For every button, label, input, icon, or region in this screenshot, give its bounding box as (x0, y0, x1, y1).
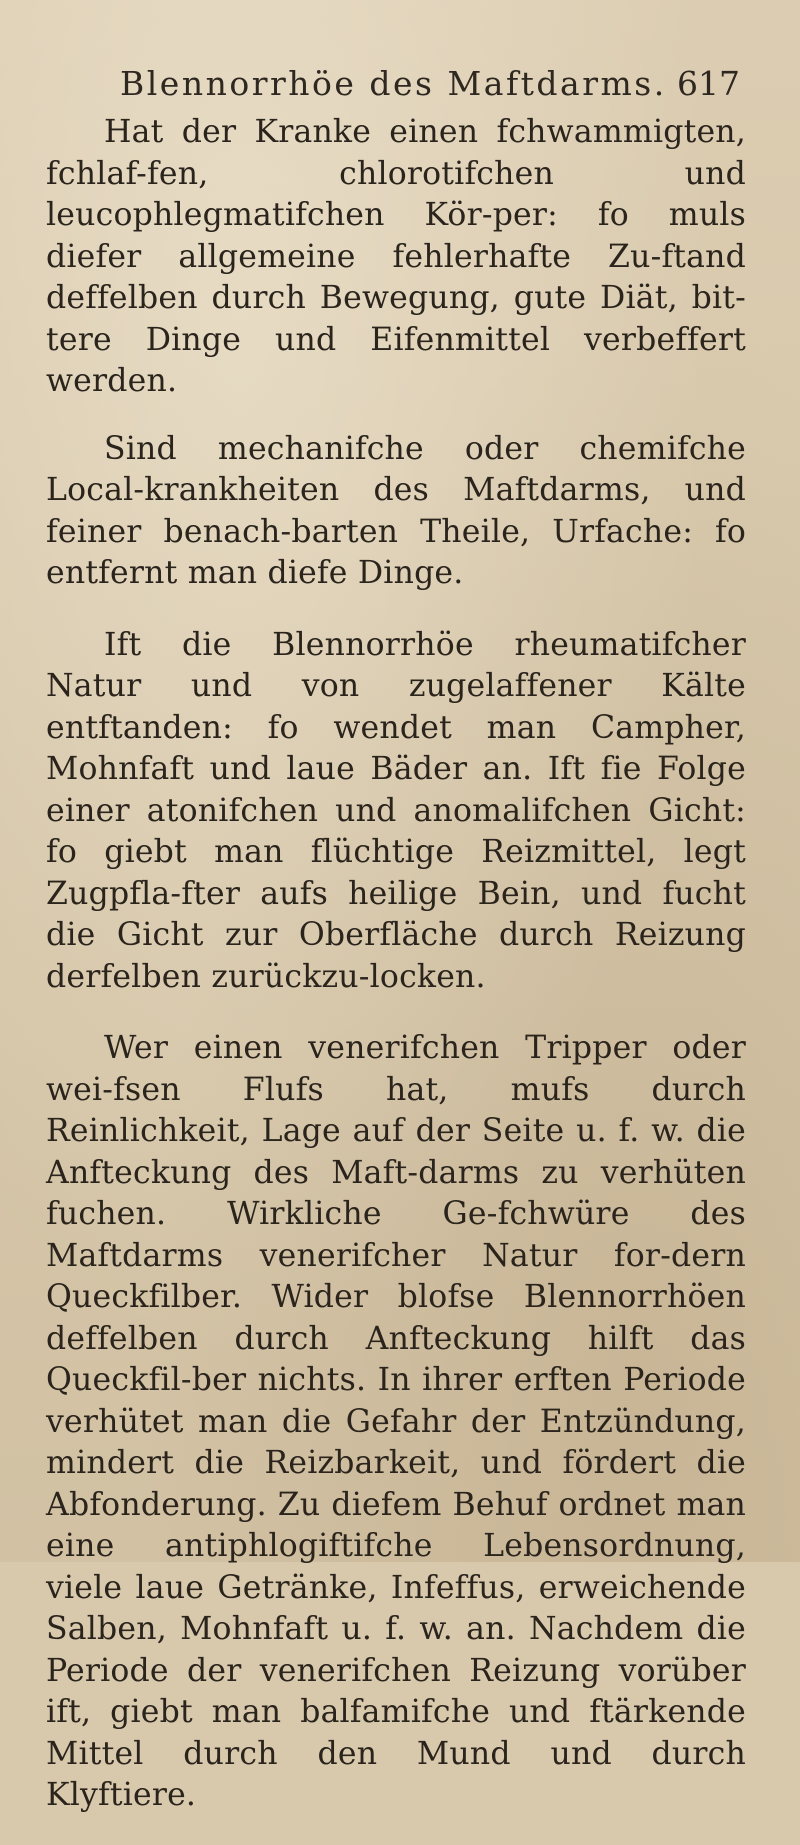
page-number: 617 (677, 64, 740, 103)
paragraph-2: Sind mechanifche oder chemifche Local-krankheiten des Maftdarms, und feiner benach-barten Theile, Urfache: fo entfernt man diefe Dinge. (46, 430, 746, 591)
body-text (46, 112, 746, 1845)
page-header (120, 64, 740, 108)
running-head: Blennorrhöe des Maftdarms. (120, 64, 667, 103)
paragraph-4: Wer einen venerifchen Tripper oder wei-fsen Flufs hat, mufs durch Reinlichkeit, Lage auf der Seite u. f. w. die Anfteckung des Maft-darms zu verhüten fuchen. Wirkliche Ge-fchwüre des Maftdarms venerifcher Natur for-dern Queckfilber. Wider blofse Blennorrhöen deffelben durch Anfteckung hilft das Queckfil-ber nichts. In ihrer erften Periode verhütet man die Gefahr der Entzündung, mindert die Reizbarkeit, und fördert die Abfonderung. Zu diefem Behuf ordnet man eine antiphlogiftifche Lebensordnung, viele laue Getränke, Infeffus, erweichende Salben, Mohnfaft u. f. w. an. Nachdem die Periode der venerifchen Reizung vorüber ift, giebt man balfamifche und ftärkende Mittel durch den Mund und durch Klyftiere. (46, 1030, 746, 1813)
paragraph-1: Hat der Kranke einen fchwammigten, fchlaf-fen, chlorotifchen und leucophlegmatifchen Kör-per: fo muls diefer allgemeine fehlerhafte Zu-ftand deffelben durch Bewegung, gute Diät, bit-tere Dinge und Eifenmittel verbeffert werden. (46, 114, 746, 399)
paragraph-3: Ift die Blennorrhöe rheumatifcher Natur und von zugelaffener Kälte entftanden: fo wendet man Campher, Mohnfaft und laue Bäder an. Ift fie Folge einer atonifchen und anomalifchen Gicht: fo giebt man flüchtige Reizmittel, legt Zugpfla-fter aufs heilige Bein, und fucht die Gicht zur Oberfläche durch Reizung derfelben zurückzu-locken. (46, 626, 746, 995)
